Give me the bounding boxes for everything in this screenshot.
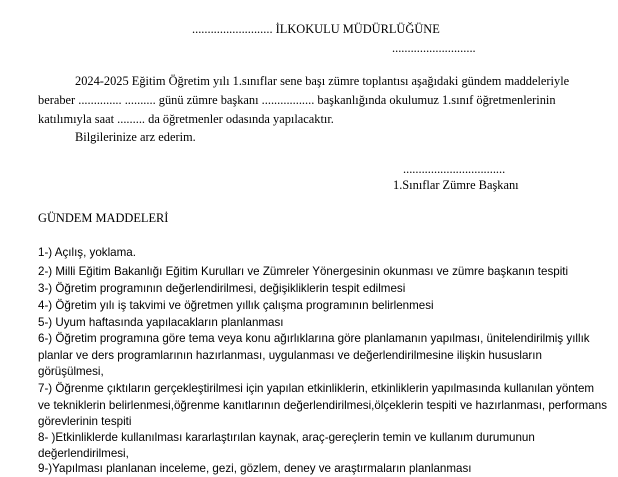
agenda-item: 9-)Yapılması planlanan inceleme, gezi, gözlem, deney ve araştırmaların planlanması bbox=[38, 462, 472, 475]
letter-title: .......................... İLKOKULU MÜDÜRLÜĞÜNE bbox=[192, 22, 440, 36]
closing-text: Bilgilerinize arz ederim. bbox=[75, 130, 196, 144]
agenda-item: 7-) Öğrenme çıktıların gerçekleştirilmesi için yapılan etkinliklerin, etkinliklerin yapılmasında kullanılan yöntem bbox=[38, 382, 595, 395]
body-line-2: beraber .............. .......... günü zümre başkanı ................. başkanlığında okulumuz 1.sınıf öğretmenlerinin bbox=[38, 93, 556, 107]
agenda-item: 3-) Öğretim programının değerlendirilmesi, değişikliklerin tespit edilmesi bbox=[38, 282, 406, 295]
agenda-item-continuation: ve tekniklerin belirlenmesi,öğrenme kanıtlarının değerlendirilmesi,ölçeklerin tespiti ve hazırlanması, performans bbox=[38, 399, 607, 412]
agenda-heading: GÜNDEM MADDELERİ bbox=[38, 211, 169, 225]
agenda-item: 4-) Öğretim yılı iş takvimi ve öğretmen yıllık çalışma programının belirlenmesi bbox=[38, 299, 434, 312]
body-line-1: 2024-2025 Eğitim Öğretim yılı 1.sınıflar sene başı zümre toplantısı aşağıdaki gündem maddeleriyle bbox=[75, 74, 570, 88]
agenda-item: 1-) Açılış, yoklama. bbox=[38, 246, 136, 259]
signature-title: 1.Sınıflar Zümre Başkanı bbox=[393, 178, 519, 192]
agenda-item-continuation: görüşülmesi, bbox=[38, 365, 104, 378]
agenda-item: 2-) Milli Eğitim Bakanlığı Eğitim Kurulları ve Zümreler Yönergesinin okunması ve zümre başkanın tespiti bbox=[38, 265, 569, 278]
agenda-item-continuation: görevlerinin tespiti bbox=[38, 415, 132, 428]
agenda-item-continuation: değerlendirilmesi, bbox=[38, 447, 129, 460]
agenda-item: 5-) Uyum haftasında yapılacakların planlanması bbox=[38, 316, 284, 329]
agenda-item-continuation: planlar ve ders programlarının hazırlanması, uygulanması ve değerlendirilmesine ilişkin hususların bbox=[38, 349, 542, 362]
body-line-3: katılımıyla saat ......... da öğretmenler odasında yapılacaktır. bbox=[38, 112, 334, 126]
agenda-item: 6-) Öğretim programına göre tema veya konu ağırlıklarına göre planlamanın yapılması, ünitelendirilmiş yıllık bbox=[38, 332, 590, 345]
place-line: ........................... bbox=[392, 41, 476, 55]
signature-dots: ................................. bbox=[403, 162, 506, 176]
agenda-item: 8- )Etkinliklerde kullanılması kararlaştırılan kaynak, araç-gereçlerin temin ve kullanım durumunun bbox=[38, 431, 535, 444]
